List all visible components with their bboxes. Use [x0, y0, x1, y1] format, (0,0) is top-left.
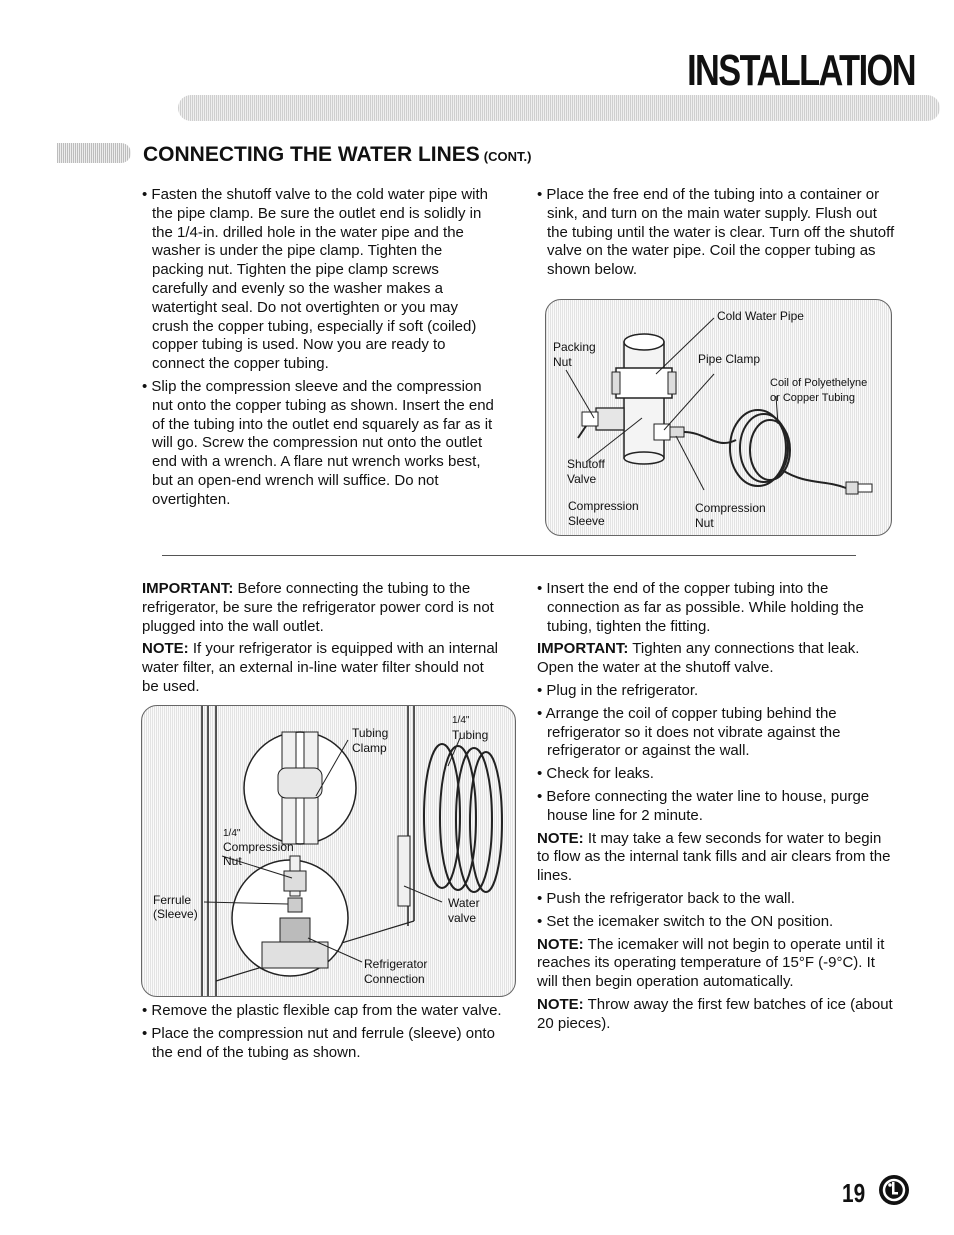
label-valve: Valve [567, 472, 597, 486]
label-compression-nut-2: Nut [695, 516, 714, 530]
label-connection: Connection [364, 972, 425, 986]
label-compression-sleeve-1: Compression [568, 499, 639, 513]
label-tubing-clamp-1: Tubing [352, 726, 389, 740]
list-item: • Set the icemaker switch to the ON position. [537, 913, 897, 932]
label-compression-nut-1: Compression [695, 501, 766, 515]
important-label: IMPORTANT: [537, 640, 629, 658]
list-item: • Plug in the refrigerator. [537, 682, 897, 701]
label-coil-line1: Coil of Polyethelyne [770, 377, 868, 389]
important-paragraph [142, 580, 502, 636]
important-label: IMPORTANT: [142, 580, 234, 597]
page-number: 19 [842, 1178, 866, 1208]
list-item: • Arrange the coil of copper tubing behind the refrigerator so it does not vibrate against the refrigerator or against the wall. [537, 705, 897, 761]
note-text: Throw away the first few batches of ice (about 20 pieces). [537, 995, 893, 1032]
page-header-title: INSTALLATION [687, 46, 915, 95]
note-text: If your refrigerator is equipped with an internal water filter, an external in-line water filter should not be used. [142, 640, 499, 695]
label-quarter-inch-top: 1/4" [452, 715, 470, 726]
label-nut: Nut [553, 355, 572, 369]
label-ferrule: Ferrule [153, 893, 192, 907]
label-tubing: Tubing [452, 728, 489, 742]
important-text: Before connecting the tubing to the refrigerator, be sure the refrigerator power cord is not plugged into the wall outlet. [142, 580, 494, 635]
bottom-left-column [142, 580, 502, 701]
note-paragraph [537, 936, 897, 992]
note-paragraph [142, 640, 502, 696]
section-title [143, 143, 531, 167]
bottom-right-column [537, 580, 897, 1038]
label-water: Water [448, 896, 480, 910]
figure-refrigerator-connection [141, 705, 516, 997]
important-paragraph [537, 640, 897, 678]
list-item: • Insert the end of the copper tubing into the connection as far as possible. While holding the tubing, tighten the fitting. [537, 580, 897, 636]
label-tubing-clamp-2: Clamp [352, 741, 387, 755]
note-label: NOTE: [142, 640, 189, 658]
note-paragraph [537, 830, 897, 886]
top-right-column [537, 186, 897, 284]
note-text: It may take a few seconds for water to begin to flow as the internal tank fills and air clears from the lines. [537, 829, 891, 885]
list-item: • Check for leaks. [537, 765, 897, 784]
section-title-cont: (CONT.) [483, 149, 532, 164]
note-label: NOTE: [537, 935, 584, 953]
label-compression-sleeve-2: Sleeve [568, 514, 605, 528]
label-cold-water-pipe: Cold Water Pipe [717, 309, 804, 323]
label-valve: valve [448, 911, 477, 925]
list-item: • Place the free end of the tubing into a container or sink, and turn on the main water supply. Flush out the tubing until the water is clear. Turn off the shutoff valve on the water pipe. Coil the copper tubing as shown below. [537, 186, 897, 280]
label-packing: Packing [553, 340, 596, 354]
list-item: • Before connecting the water line to house, purge house line for 2 minute. [537, 788, 897, 826]
section-title-text: CONNECTING THE WATER LINES [143, 143, 480, 166]
label-sleeve: (Sleeve) [153, 907, 198, 921]
section-tab-decoration [57, 143, 131, 163]
list-item: • Push the refrigerator back to the wall. [537, 890, 897, 909]
label-compression: Compression [223, 840, 294, 854]
list-item: • Slip the compression sleeve and the compression nut onto the copper tubing as shown. Insert the end of the tubing into the outlet end squarely as far as it will go. Screw the compression nut onto the outlet end with a wrench. A flare nut wrench works best, but an open-end wrench will suffice. Do not overtighten. [142, 378, 497, 510]
header-bar [178, 95, 940, 121]
label-coil-line2: or Copper Tubing [770, 392, 855, 404]
top-left-column [142, 186, 497, 514]
list-item: • Fasten the shutoff valve to the cold water pipe with the pipe clamp. Be sure the outlet end is solidly in the 1/4-in. drilled hole in the water pipe and the washer is under the pipe clamp. Tighten the packing nut. Tighten the pipe clamp screws carefully and evenly so the washer makes a watertight seal. Do not overtighten or you may crush the copper tubing, especially if soft (coiled) copper tubing is used. Now you are ready to connect the copper tubing. [142, 186, 497, 374]
lg-logo-icon [878, 1174, 910, 1206]
section-divider [162, 555, 856, 556]
note-label: NOTE: [537, 995, 584, 1013]
label-quarter-inch-compression: 1/4" [223, 828, 241, 839]
label-nut: Nut [223, 854, 242, 868]
figure-shutoff-valve [545, 299, 892, 536]
label-shutoff: Shutoff [567, 457, 605, 471]
bottom-left-bullets [142, 1002, 502, 1066]
note-text: The icemaker will not begin to operate until it reaches its operating temperature of 15°F (-9°C). It will then begin operation automatically. [537, 935, 885, 991]
list-item: • Remove the plastic flexible cap from the water valve. [142, 1002, 502, 1021]
label-refrigerator: Refrigerator [364, 957, 428, 971]
note-label: NOTE: [537, 829, 584, 847]
note-paragraph [537, 996, 897, 1034]
label-pipe-clamp: Pipe Clamp [698, 352, 761, 366]
important-text: Tighten any connections that leak. Open the water at the shutoff valve. [537, 640, 860, 677]
list-item: • Place the compression nut and ferrule (sleeve) onto the end of the tubing as shown. [142, 1025, 502, 1063]
